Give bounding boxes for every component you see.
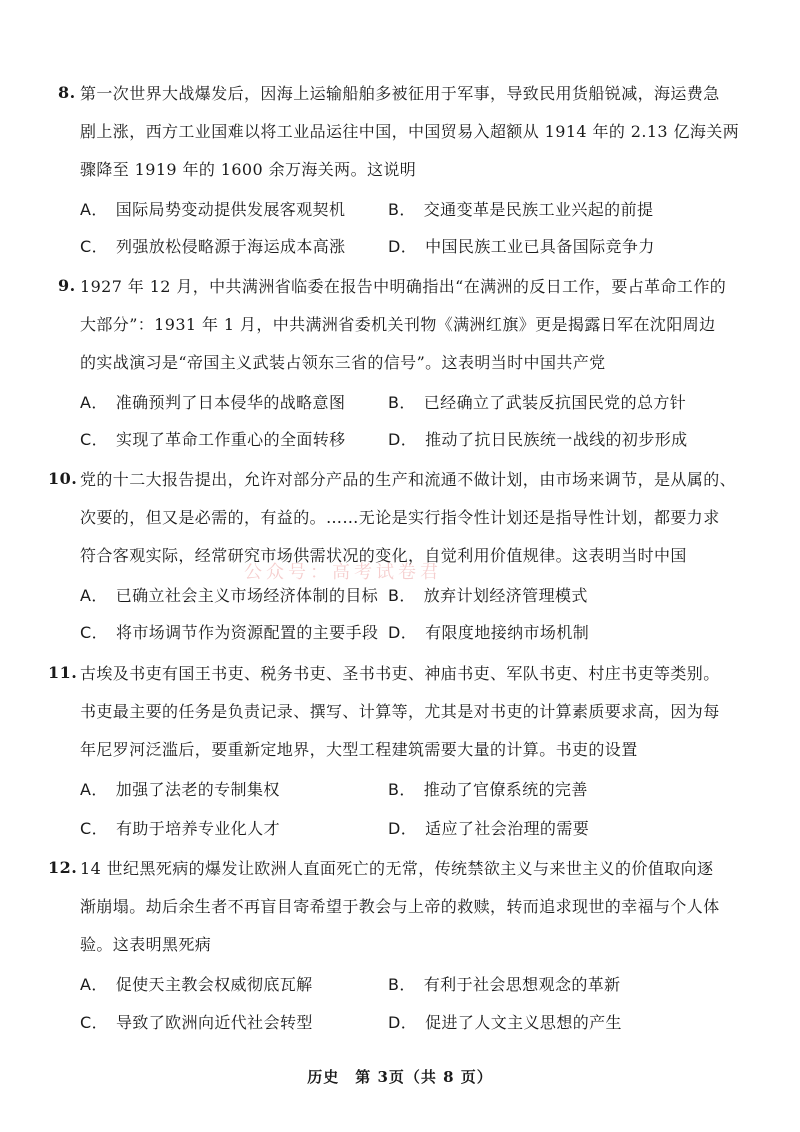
option-d[interactable]: D． 适应了社会治理的需要	[388, 819, 590, 838]
option-d[interactable]: D． 促进了人文主义思想的产生	[388, 1013, 622, 1032]
option-d[interactable]: D． 推动了抗日民族统一战线的初步形成	[388, 430, 688, 449]
question-stem-line: 年尼罗河泛滥后，要重新定地界，大型工程建筑需要大量的计算。书吏的设置	[80, 740, 638, 759]
question-stem-line: 渐崩塌。劫后余生者不再盲目寄希望于教会与上帝的救赎，转而追求现世的幸福与个人体	[80, 897, 720, 916]
option-b[interactable]: B． 有利于社会思想观念的革新	[388, 975, 621, 994]
option-c[interactable]: C． 导致了欧洲向近代社会转型	[80, 1013, 313, 1032]
option-b[interactable]: B． 放弃计划经济管理模式	[388, 586, 588, 605]
option-b[interactable]: B． 已经确立了武装反抗国民党的总方针	[388, 393, 687, 412]
question-stem-line: 次要的，但又是必需的，有益的。……无论是实行指令性计划还是指导性计划，都要力求	[80, 508, 720, 527]
option-c[interactable]: C． 实现了革命工作重心的全面转移	[80, 430, 346, 449]
question-stem-line: 的实战演习是“帝国主义武装占领东三省的信号”。这表明当时中国共产党	[80, 353, 606, 372]
question-stem-line: 书吏最主要的任务是负责记录、撰写、计算等，尤其是对书吏的计算素质要求高，因为每	[80, 702, 720, 721]
question-number: 9.	[58, 276, 76, 295]
question-number: 10.	[48, 469, 78, 488]
question-stem-line: 第一次世界大战爆发后，因海上运输船舶多被征用于军事，导致民用货船锐减，海运费急	[80, 84, 720, 103]
option-c[interactable]: C． 有助于培养专业化人才	[80, 819, 280, 838]
question-stem-line: 1927 年 12 月，中共满洲省临委在报告中明确指出“在满洲的反日工作，要占革命工作的	[80, 277, 727, 296]
option-a[interactable]: A． 已确立社会主义市场经济体制的目标	[80, 586, 379, 605]
option-a[interactable]: A． 加强了法老的专制集权	[80, 780, 280, 799]
question-stem-line: 古埃及书吏有国王书吏、税务书吏、圣书书吏、神庙书吏、军队书吏、村庄书吏等类别。	[80, 664, 720, 683]
option-a[interactable]: A． 准确预判了日本侵华的战略意图	[80, 393, 346, 412]
question-stem-line: 验。这表明黑死病	[80, 935, 212, 954]
option-b[interactable]: B． 推动了官僚系统的完善	[388, 780, 588, 799]
question-stem-line: 符合客观实际，经常研究市场供需状况的变化，自觉利用价值规律。这表明当时中国	[80, 546, 687, 565]
page-footer: 历史 第 3页（共 8 页）	[307, 1068, 493, 1086]
option-c[interactable]: C． 列强放松侵略源于海运成本高涨	[80, 237, 346, 256]
option-b[interactable]: B． 交通变革是民族工业兴起的前提	[388, 200, 654, 219]
option-d[interactable]: D． 中国民族工业已具备国际竞争力	[388, 237, 655, 256]
question-number: 12.	[48, 858, 78, 877]
question-stem-line: 大部分”：1931 年 1 月，中共满洲省委机关刊物《满洲红旗》更是揭露日军在沈阳周边	[80, 315, 716, 334]
option-d[interactable]: D． 有限度地接纳市场机制	[388, 623, 590, 642]
question-stem-line: 党的十二大报告提出，允许对部分产品的生产和流通不做计划，由市场来调节，是从属的、	[80, 470, 737, 489]
option-c[interactable]: C． 将市场调节作为资源配置的主要手段	[80, 623, 379, 642]
option-a[interactable]: A． 促使天主教会权威彻底瓦解	[80, 975, 313, 994]
question-stem-line: 骤降至 1919 年的 1600 余万海关两。这说明	[80, 160, 417, 179]
question-number: 11.	[48, 663, 78, 682]
watermark: 公众号：高考试卷君	[244, 562, 442, 583]
option-a[interactable]: A． 国际局势变动提供发展客观契机	[80, 200, 346, 219]
question-number: 8.	[58, 83, 76, 102]
question-stem-line: 剧上涨，西方工业国难以将工业品运往中国，中国贸易入超额从 1914 年的 2.13 亿海关两	[80, 122, 740, 141]
question-stem-line: 14 世纪黑死病的爆发让欧洲人直面死亡的无常，传统禁欲主义与来世主义的价值取向逐	[80, 859, 714, 878]
